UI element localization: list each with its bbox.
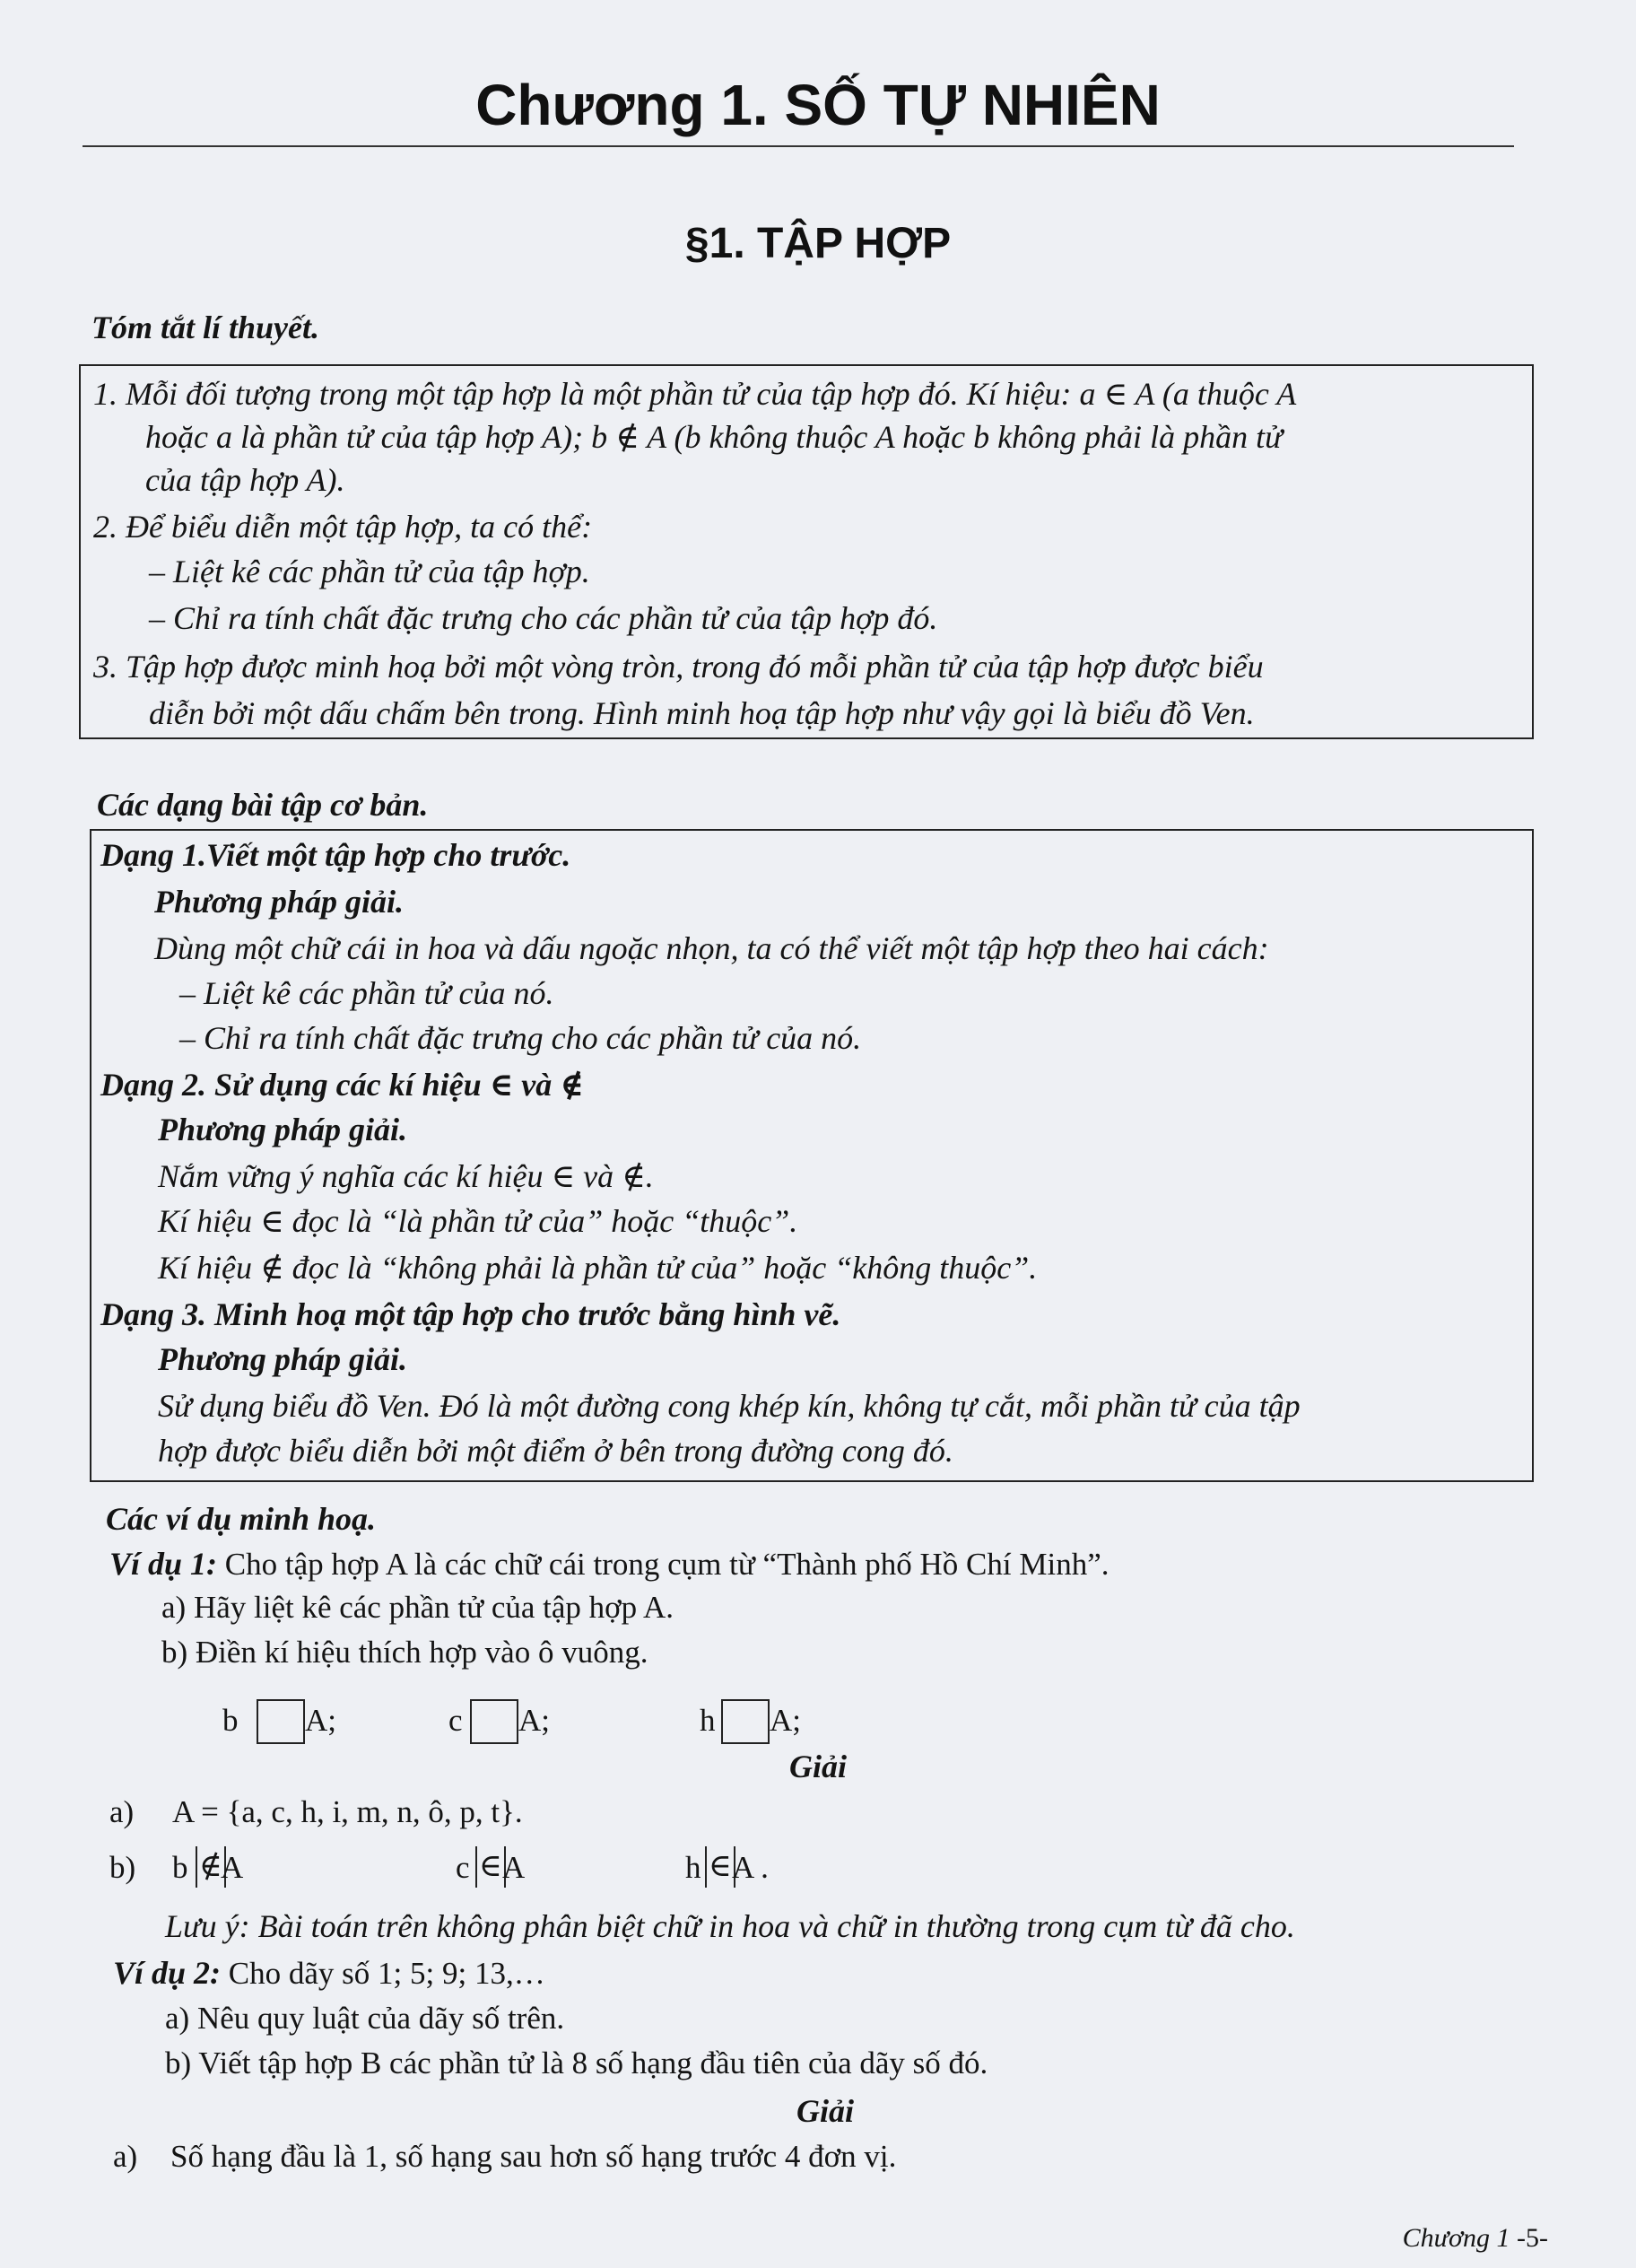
blank-label: h [700,1703,716,1738]
exercise-types-box [90,829,1534,1482]
blank-label: c [448,1703,463,1738]
answer-b-symbol: ∈ [705,1846,735,1888]
blank-square[interactable] [257,1699,305,1744]
type-line: Kí hiệu ∉ đọc là “không phải là phần tử của” hoặc “không thuộc”. [158,1250,1038,1286]
examples-heading: Các ví dụ minh hoạ. [106,1501,377,1537]
type-heading: Dạng 2. Sử dụng các kí hiệu ∈ và ∉ [100,1067,584,1103]
blank-square[interactable] [721,1699,770,1744]
footer-chapter: Chương 1 [1402,2223,1510,2253]
theory-line: hoặc a là phần tử của tập hợp A); b ∉ A (b không thuộc A hoặc b không phải là phần tử [145,419,1283,455]
example-2-part-b: b) Viết tập hợp B các phần tử là 8 số hạng đầu tiên của dãy số đó. [165,2046,988,2080]
example-1-part-a: a) Hãy liệt kê các phần tử của tập hợp A. [161,1590,674,1625]
section-title: §1. TẬP HỢP [684,220,952,267]
answer-b-symbol: ∉ [196,1846,226,1888]
answer-b-item: A [221,1850,244,1885]
blank-label: A; [518,1703,550,1738]
answer-b-item: A [502,1850,526,1885]
example-1 [109,1545,1109,1583]
example-2-label: Ví dụ 2: [113,1955,222,1991]
page-number: -5- [1517,2223,1548,2253]
type-line: – Liệt kê các phần tử của nó. [179,975,554,1011]
example-2 [113,1954,545,1992]
theory-line: 3. Tập hợp được minh hoạ bởi một vòng tròn, trong đó mỗi phần tử của tập hợp được biểu [93,649,1264,685]
type-heading: Dạng 3. Minh hoạ một tập hợp cho trước bằng hình vẽ. [100,1296,841,1332]
answer-b-label: b) [109,1850,136,1885]
answer-b-item: h [685,1850,701,1885]
example-1-part-b: b) Điền kí hiệu thích hợp vào ô vuông. [161,1635,648,1670]
theory-line: – Chỉ ra tính chất đặc trưng cho các phần tử của tập hợp đó. [149,600,938,636]
answer-b-item: c [456,1850,470,1885]
method-heading: Phương pháp giải. [158,1112,407,1147]
answer-a-label: a) [109,1794,135,1829]
solution-label: Giải [789,1749,848,1784]
type-line: Sử dụng biểu đồ Ven. Đó là một đường cong khép kín, không tự cắt, mỗi phần tử của tập [158,1388,1301,1424]
example-2-part-a: a) Nêu quy luật của dãy số trên. [165,2001,565,2036]
blank-label: A; [770,1703,801,1738]
method-heading: Phương pháp giải. [154,884,404,920]
method-heading: Phương pháp giải. [158,1341,407,1377]
answer-a: A = {a, c, h, i, m, n, ô, p, t}. [172,1794,523,1829]
type-heading: Dạng 1.Viết một tập hợp cho trước. [100,837,571,873]
answer-b-item: b [172,1850,188,1885]
page-footer [1403,2223,1548,2254]
type-line: Nắm vững ý nghĩa các kí hiệu ∈ và ∉. [158,1158,654,1194]
example-2-text: Cho dãy số 1; 5; 9; 13,… [228,1956,545,1991]
type-line: hợp được biểu diễn bởi một điểm ở bên trong đường cong đó. [158,1433,953,1469]
example-1-text: Cho tập hợp A là các chữ cái trong cụm từ “Thành phố Hồ Chí Minh”. [224,1547,1110,1582]
answer-b-item: A . [732,1850,769,1885]
type-line: – Chỉ ra tính chất đặc trưng cho các phần tử của nó. [179,1020,862,1056]
exercise-types-heading: Các dạng bài tập cơ bản. [97,787,429,823]
example-1-label: Ví dụ 1: [109,1546,218,1582]
theory-line: của tập hợp A). [145,462,345,498]
theory-line: – Liệt kê các phần tử của tập hợp. [149,554,590,589]
chapter-title: Chương 1. SỐ TỰ NHIÊN [475,73,1161,137]
theory-line: 2. Để biểu diễn một tập hợp, ta có thể: [93,509,593,545]
title-rule [83,145,1514,147]
blank-square[interactable] [470,1699,518,1744]
solution-label: Giải [796,2093,855,2129]
example-2-answer-a: Số hạng đầu là 1, số hạng sau hơn số hạng trước 4 đơn vị. [170,2139,897,2174]
example-1-note: Lưu ý: Bài toán trên không phân biệt chữ in hoa và chữ in thường trong cụm từ đã cho. [165,1908,1295,1944]
example-2-answer-a-label: a) [113,2139,138,2174]
blank-label: b [222,1703,239,1738]
theory-line: 1. Mỗi đối tượng trong một tập hợp là một phần tử của tập hợp đó. Kí hiệu: a ∈ A (a thuộc A [93,376,1297,412]
type-line: Dùng một chữ cái in hoa và dấu ngoặc nhọn, ta có thể viết một tập hợp theo hai cách: [154,930,1269,966]
theory-heading: Tóm tắt lí thuyết. [91,310,320,345]
theory-line: diễn bởi một dấu chấm bên trong. Hình minh hoạ tập hợp như vậy gọi là biểu đồ Ven. [149,695,1255,731]
type-line: Kí hiệu ∈ đọc là “là phần tử của” hoặc “thuộc”. [158,1203,798,1239]
blank-label: A; [305,1703,336,1738]
answer-b-symbol: ∈ [475,1846,506,1888]
